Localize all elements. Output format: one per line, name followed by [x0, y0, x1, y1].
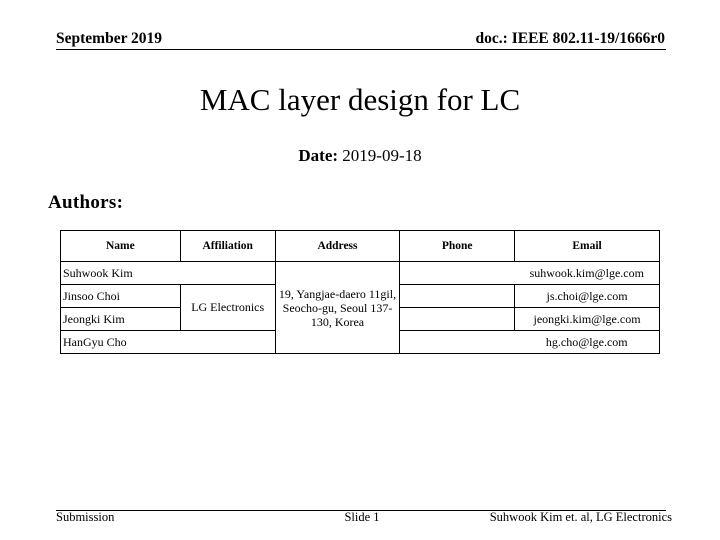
slide-title: MAC layer design for LC — [199, 82, 521, 117]
author-affiliation-cell — [180, 331, 275, 354]
table-header-row — [61, 231, 660, 262]
date-label: Date: — [298, 146, 339, 165]
header-email: Email — [515, 231, 660, 262]
authors-heading: Authors: — [48, 192, 124, 213]
author-email: js.choi@lge.com — [515, 285, 660, 308]
footer-slide-number: Slide 1 — [344, 510, 380, 524]
author-affiliation-cell — [180, 262, 275, 285]
header-affiliation: Affiliation — [180, 231, 275, 262]
footer-submission: Submission — [56, 510, 115, 524]
author-affiliation: LG Electronics — [180, 285, 275, 331]
author-name: Jeongki Kim — [61, 308, 181, 331]
header-phone: Phone — [400, 231, 515, 262]
authors-table — [60, 230, 660, 354]
author-email: jeongki.kim@lge.com — [515, 308, 660, 331]
date-value: 2019-09-18 — [342, 146, 422, 165]
table-row — [61, 262, 660, 285]
header-date: September 2019 — [56, 30, 163, 47]
author-phone — [400, 285, 515, 308]
author-address: 19, Yangjae-daero 11gil, Seocho-gu, Seoul 137-130, Korea — [275, 262, 400, 354]
header-doc-id: doc.: IEEE 802.11-19/1666r0 — [475, 30, 665, 47]
date-line — [0, 146, 720, 166]
header-address: Address — [275, 231, 400, 262]
header-name: Name — [61, 231, 181, 262]
author-email: hg.cho@lge.com — [515, 331, 660, 354]
author-name: HanGyu Cho — [61, 331, 181, 354]
header-divider — [56, 49, 666, 50]
author-name: Jinsoo Choi — [61, 285, 181, 308]
author-email: suhwook.kim@lge.com — [515, 262, 660, 285]
footer-authors: Suhwook Kim et. al, LG Electronics — [489, 510, 672, 524]
author-name: Suhwook Kim — [61, 262, 181, 285]
author-phone — [400, 308, 515, 331]
author-phone — [400, 262, 515, 285]
author-phone — [400, 331, 515, 354]
